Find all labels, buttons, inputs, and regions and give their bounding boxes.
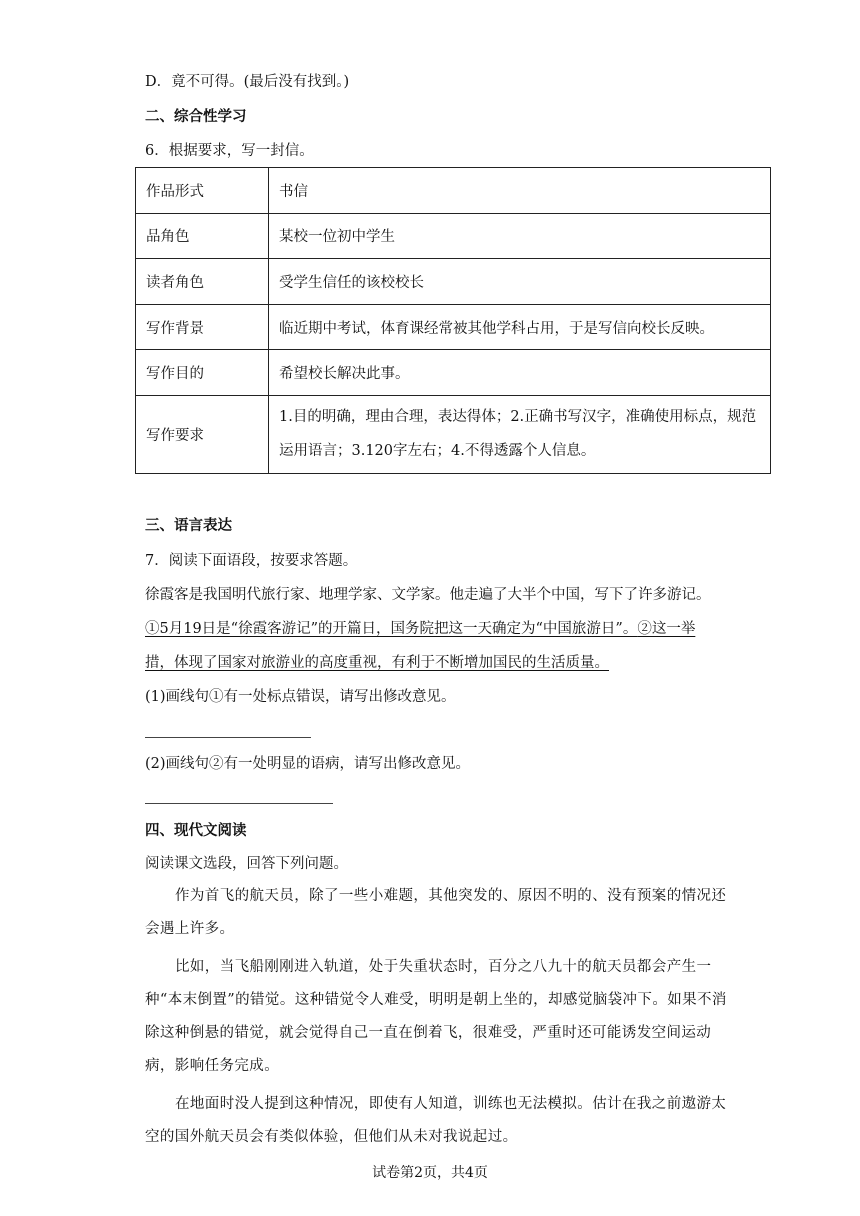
- underlined-sentence-2-end: 措，体现了国家对旅游业的高度重视，有利于不断增加国民的生活质量。: [145, 655, 609, 671]
- section-heading-reading: 四、现代文阅读: [145, 823, 247, 839]
- underlined-sentence-2-start: ②这一举: [637, 621, 696, 637]
- section-heading-comprehensive: 二、综合性学习: [145, 109, 247, 125]
- passage-underlined-line: [145, 619, 695, 639]
- passage-underlined-line: [145, 653, 609, 673]
- table-row: [136, 259, 771, 305]
- table-key: 读者角色: [136, 259, 269, 305]
- underlined-sentence-1: ①5月19日是“徐霞客游记”的开篇日，国务院把这一天确定为“中国旅游日”。: [145, 621, 638, 637]
- table-row: [136, 168, 771, 214]
- reading-intro: 阅读课文选段，回答下列问题。: [145, 856, 348, 872]
- table-value: 希望校长解决此事。: [269, 350, 771, 396]
- table-row: [136, 395, 771, 473]
- writing-requirements-table: [135, 167, 771, 474]
- table-value: 某校一位初中学生: [269, 213, 771, 259]
- table-key: 写作背景: [136, 304, 269, 350]
- table-key: 作品形式: [136, 168, 269, 214]
- sub-question-2: (2)画线句②有一处明显的语病，请写出修改意见。: [145, 756, 471, 772]
- table-value: 临近期中考试，体育课经常被其他学科占用，于是写信向校长反映。: [269, 304, 771, 350]
- table-key: 写作目的: [136, 350, 269, 396]
- option-d: D．竟不可得。(最后没有找到。): [145, 74, 350, 90]
- page-footer: 试卷第2页，共4页: [372, 1165, 488, 1181]
- answer-blank-2[interactable]: [145, 803, 333, 804]
- table-value: 1.目的明确，理由合理，表达得体；2.正确书写汉字，准确使用标点，规范运用语言；3.120字左右；4.不得透露个人信息。: [269, 395, 771, 473]
- table-value: 书信: [269, 168, 771, 214]
- table-row: [136, 304, 771, 350]
- sub-question-1: (1)画线句①有一处标点错误，请写出修改意见。: [145, 689, 456, 705]
- passage-line: 徐霞客是我国明代旅行家、地理学家、文学家。他走遍了大半个中国，写下了许多游记。: [145, 587, 711, 603]
- answer-blank-1[interactable]: [145, 737, 311, 738]
- question-6: 6．根据要求，写一封信。: [145, 143, 314, 159]
- table-row: [136, 350, 771, 396]
- reading-paragraph-1: 作为首飞的航天员，除了一些小难题，其他突发的、原因不明的、没有预案的情况还会遇上许多。: [145, 888, 727, 937]
- reading-paragraph-2: 比如，当飞船刚刚进入轨道，处于失重状态时，百分之八九十的航天员都会产生一种“本末倒置”的错觉。这种错觉令人难受，明明是朝上坐的，却感觉脑袋冲下。如果不消除这种倒悬的错觉，就会觉得自己一直在倒着飞，很难受，严重时还可能诱发空间运动病，影响任务完成。: [145, 959, 727, 1074]
- table-key: 品角色: [136, 213, 269, 259]
- table-value: 受学生信任的该校校长: [269, 259, 771, 305]
- question-7: 7．阅读下面语段，按要求答题。: [145, 553, 358, 569]
- reading-paragraph-3: 在地面时没人提到这种情况，即使有人知道，训练也无法模拟。估计在我之前遨游太空的国外航天员会有类似体验，但他们从未对我说起过。: [145, 1096, 727, 1145]
- table-row: [136, 213, 771, 259]
- section-heading-language: 三、语言表达: [145, 518, 232, 534]
- table-key: 写作要求: [136, 395, 269, 473]
